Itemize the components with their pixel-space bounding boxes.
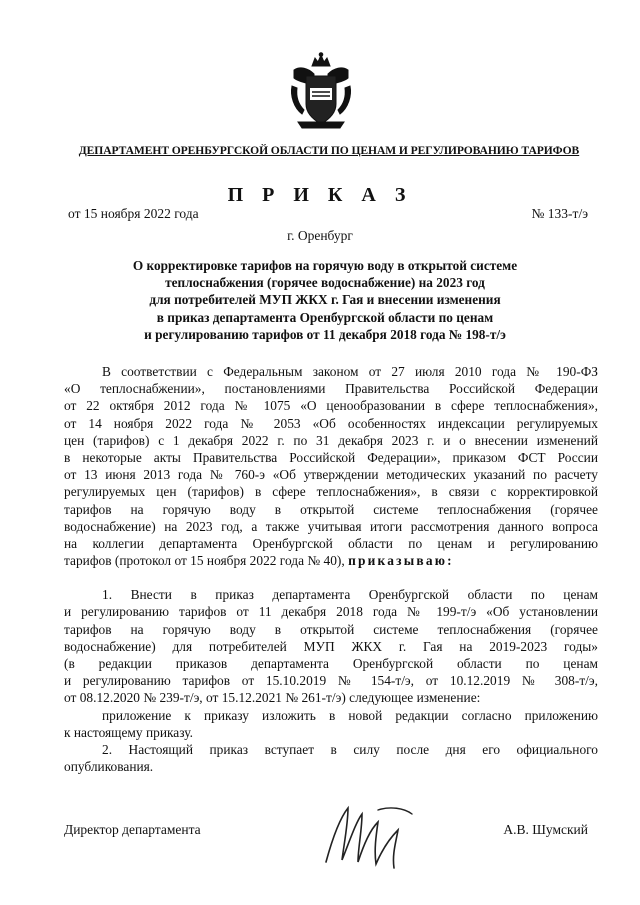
preamble-last-line [64, 552, 598, 569]
item2-line: опубликования. [64, 759, 154, 775]
subject-line: и регулированию тарифов от 11 декабря 2018 года № 198-т/э [144, 326, 506, 342]
item1-line: 1. Внести в приказ департамента Оренбургской области по ценам [102, 587, 598, 603]
document-city: г. Оренбург [287, 228, 353, 243]
preamble-line: В соответствии с Федеральным законом от 27 июля 2010 года № 190-ФЗ [102, 364, 598, 379]
subject-line: О корректировке тарифов на горячую воду в открытой системе [132, 258, 518, 273]
document-date: от 15 ноября 2022 года [68, 206, 199, 221]
document-subject [80, 257, 570, 343]
preamble-line: «О теплоснабжении», постановлениями Правительства Российской Федерации [64, 381, 598, 397]
preamble-line: тарифов на горячую воду в открытой системе теплоснабжения (горячее [64, 501, 598, 517]
preamble-line: от 14 ноября 2022 года № 2053 «Об особенностях индексации регулируемых [64, 415, 598, 431]
preamble-line: от 22 октября 2012 года № 1075 «О ценообразовании в сфере теплоснабжения», [64, 398, 598, 414]
item1-sub-line: приложение к приказу изложить в новой редакции согласно приложению [102, 707, 598, 723]
preamble-line: от 13 июня 2013 года № 760-э «Об утверждении методических указаний по расчету [64, 467, 598, 483]
signatory-name: А.В. Шумский [503, 822, 588, 837]
subject-line: теплоснабжения (горячее водоснабжение) на 2023 год [165, 275, 485, 291]
order-word: приказываю: [348, 553, 454, 569]
document-number: № 133-т/э [531, 206, 588, 221]
department-title: ДЕПАРТАМЕНТ ОРЕНБУРГСКОЙ ОБЛАСТИ ПО ЦЕНАМ И РЕГУЛИРОВАНИЮ ТАРИФОВ [78, 144, 580, 157]
item1-line: (в редакции приказов департамента Оренбургской области по ценам [64, 656, 598, 671]
preamble-line: в некоторые акты Правительства Российской Федерации», приказом ФСТ России [64, 449, 598, 465]
coat-of-arms-icon [288, 52, 354, 130]
item2-line: 2. Настоящий приказ вступает в силу после дня его официального [102, 741, 598, 757]
subject-line: для потребителей МУП ЖКХ г. Гая и внесении изменения [149, 292, 501, 308]
preamble-tail: тарифов (протокол от 15 ноября 2022 года № 40), [64, 553, 345, 569]
subject-line: в приказ департамента Оренбургской области по ценам [156, 309, 494, 325]
item1-sub-line: к настоящему приказу. [64, 724, 193, 740]
preamble-line: на коллегии департамента Оренбургской области по ценам и регулированию [64, 535, 598, 551]
item1-line: водоснабжение) для потребителей МУП ЖКХ г. Гая на 2019-2023 годы» [64, 638, 598, 654]
handwritten-signature [318, 800, 418, 872]
preamble-line: регулируемых цен (тарифов) в сфере теплоснабжения», в связи с корректировкой [64, 484, 598, 500]
item1-line: от 08.12.2020 № 239-т/э, от 15.12.2021 № 261-т/э) следующее изменение: [64, 690, 481, 706]
document-type: П Р И К А З [227, 184, 413, 206]
item1-line: тарифов на горячую воду в открытой системе теплоснабжения (горячее [64, 621, 598, 637]
document-body [64, 363, 598, 775]
signatory-title: Директор департамента [64, 822, 201, 837]
preamble-line: цен (тарифов) с 1 декабря 2022 г. по 31 декабря 2023 г. и о внесении изменений [64, 432, 598, 448]
item1-line: и регулированию тарифов от 11 декабря 2018 года № 199-т/э «Об установлении [64, 604, 598, 620]
preamble-line: водоснабжение) на 2023 год, а также учитывая итоги рассмотрения данного вопроса [64, 518, 598, 534]
item1-line: и регулированию тарифов от 15.10.2019 № 154-т/э, от 10.12.2019 № 308-т/э, [64, 673, 598, 689]
